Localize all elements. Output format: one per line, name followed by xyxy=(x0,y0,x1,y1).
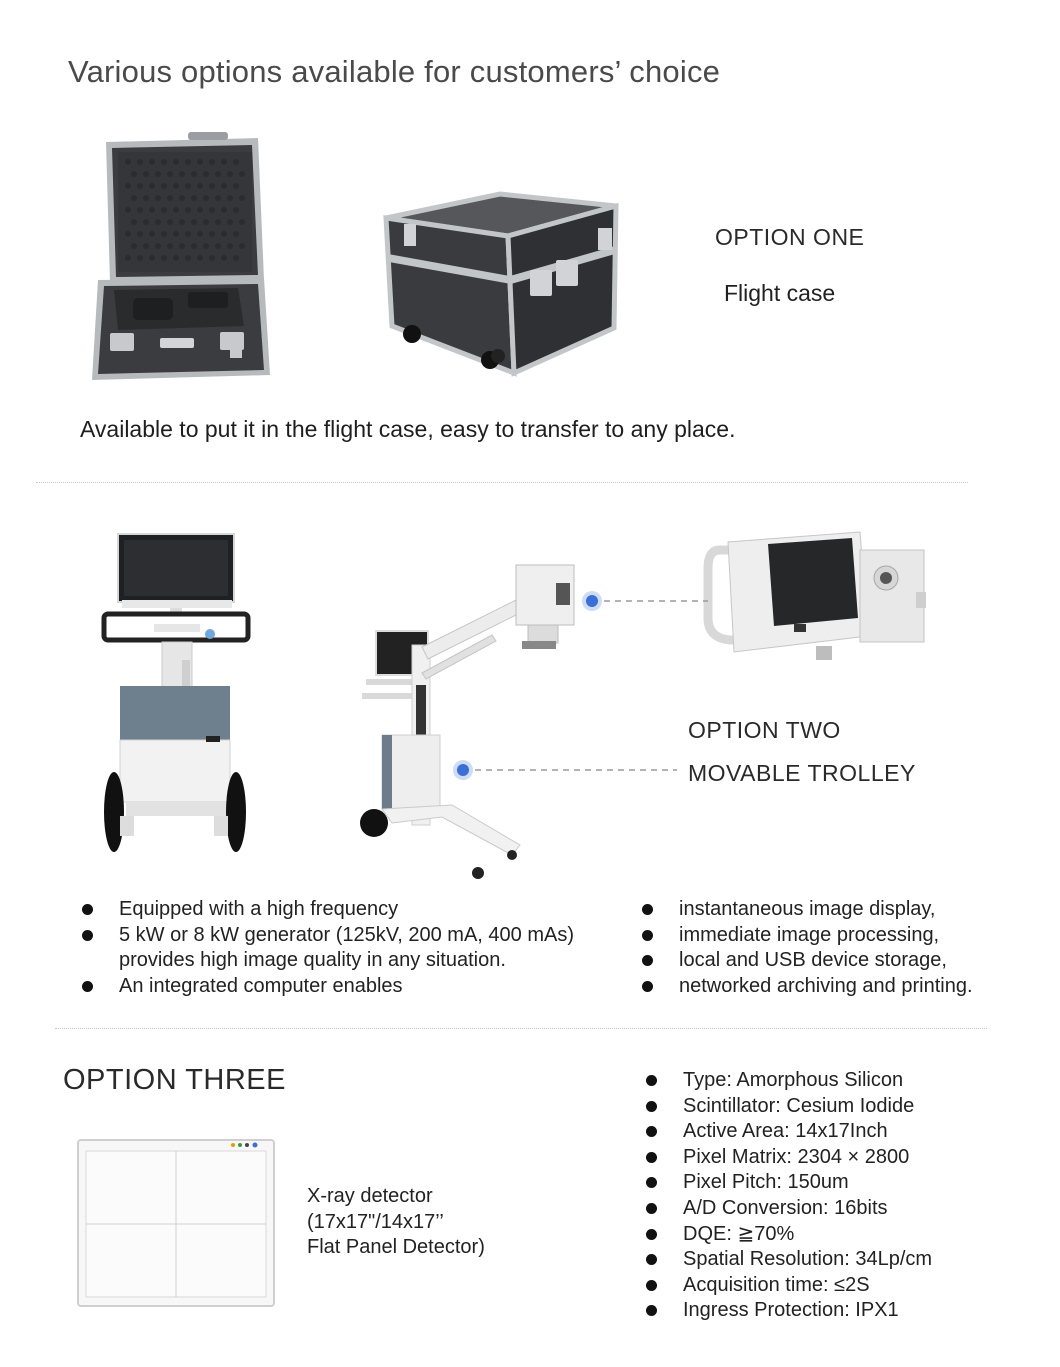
list-item: Type: Amorphous Silicon xyxy=(644,1068,932,1094)
bullet-icon xyxy=(82,930,93,941)
list-item: Active Area: 14x17Inch xyxy=(644,1119,932,1145)
option-one-caption: Available to put it in the flight case, easy to transfer to any place. xyxy=(80,416,736,442)
bullet-icon xyxy=(82,904,93,915)
section-divider xyxy=(55,1028,987,1029)
list-item: instantaneous image display, xyxy=(640,897,973,923)
list-item: DQE: ≧70% xyxy=(644,1222,932,1248)
list-item: 5 kW or 8 kW generator (125kV, 200 mA, 400 mAs) xyxy=(80,923,574,949)
list-item: local and USB device storage, xyxy=(640,948,973,974)
bullet-icon xyxy=(642,930,653,941)
bullet-icon xyxy=(646,1229,657,1240)
open-flight-case-image xyxy=(88,130,273,385)
bullet-icon xyxy=(646,1280,657,1291)
trolley-front-view-image xyxy=(98,530,258,855)
list-item: An integrated computer enables xyxy=(80,974,574,1000)
callout-connector-bottom xyxy=(451,757,681,783)
bullet-icon xyxy=(642,981,653,992)
list-item: Equipped with a high frequency xyxy=(80,897,574,923)
flat-panel-detector-image xyxy=(77,1139,275,1307)
option-one-heading: OPTION ONE xyxy=(715,224,865,250)
bullet-icon xyxy=(646,1203,657,1214)
list-item: networked archiving and printing. xyxy=(640,974,973,1000)
option-three-heading: OPTION THREE xyxy=(63,1064,286,1096)
option-two-name: MOVABLE TROLLEY xyxy=(688,760,916,786)
option-two-features-left xyxy=(80,897,574,999)
option-two-features-right xyxy=(640,897,973,999)
list-item: Pixel Matrix: 2304 × 2800 xyxy=(644,1145,932,1171)
xray-tube-head-image xyxy=(700,528,930,668)
detector-label: X-ray detector (17x17"/14x17’’ Flat Panel Detector) xyxy=(307,1185,485,1258)
option-one-name: Flight case xyxy=(724,280,836,306)
bullet-icon xyxy=(646,1101,657,1112)
option-two-heading: OPTION TWO xyxy=(688,717,841,743)
closed-flight-case-image xyxy=(380,188,620,378)
bullet-icon xyxy=(642,955,653,966)
list-item: A/D Conversion: 16bits xyxy=(644,1196,932,1222)
page-title: Various options available for customers’ choice xyxy=(68,54,721,89)
list-item: Scintillator: Cesium Iodide xyxy=(644,1094,932,1120)
list-item: Ingress Protection: IPX1 xyxy=(644,1298,932,1324)
list-item-continuation: provides high image quality in any situation. xyxy=(119,949,506,972)
list-item: Pixel Pitch: 150um xyxy=(644,1170,932,1196)
bullet-icon xyxy=(646,1254,657,1265)
bullet-icon xyxy=(646,1152,657,1163)
bullet-icon xyxy=(82,981,93,992)
list-item: Spatial Resolution: 34Lp/cm xyxy=(644,1247,932,1273)
list-item: Acquisition time: ≤2S xyxy=(644,1273,932,1299)
bullet-icon xyxy=(646,1126,657,1137)
list-item: immediate image processing, xyxy=(640,923,973,949)
bullet-icon xyxy=(646,1177,657,1188)
bullet-icon xyxy=(646,1075,657,1086)
callout-connector-top xyxy=(580,588,710,614)
trolley-side-view-image xyxy=(352,555,584,885)
detector-spec-list xyxy=(644,1068,932,1324)
bullet-icon xyxy=(642,904,653,915)
section-divider xyxy=(36,482,968,483)
bullet-icon xyxy=(646,1305,657,1316)
